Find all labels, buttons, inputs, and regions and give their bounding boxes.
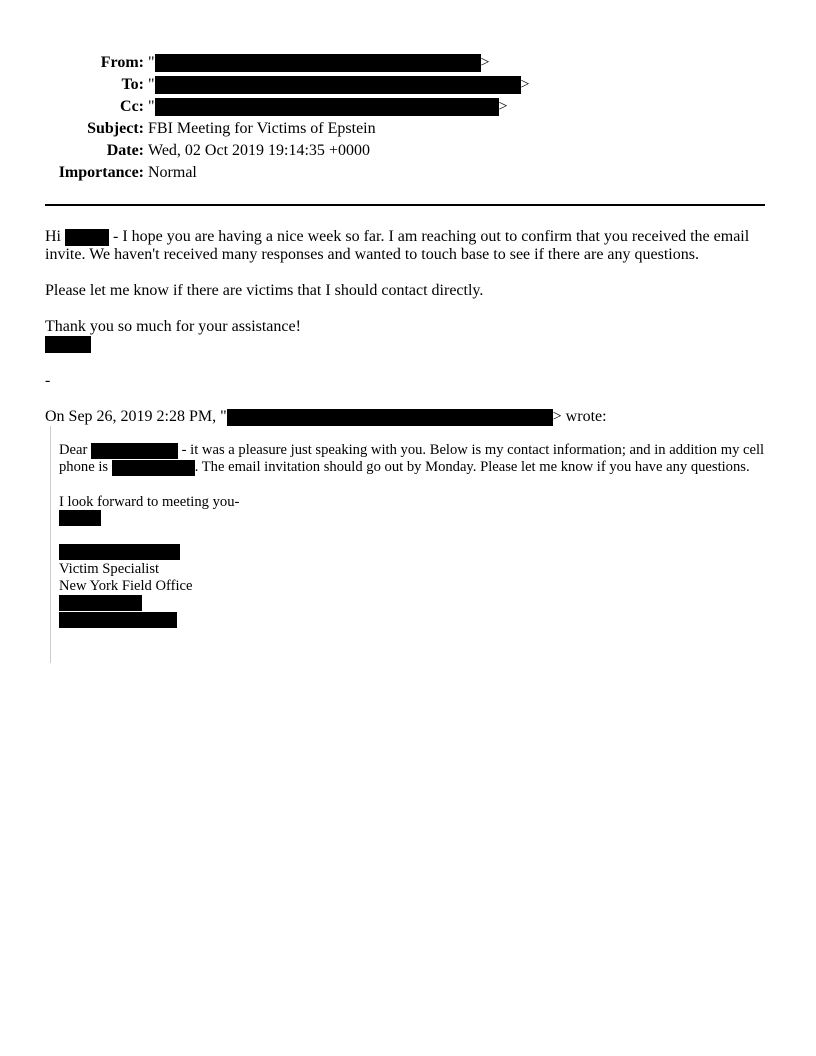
quoted-paragraph-1 xyxy=(59,442,775,476)
header-divider xyxy=(45,204,765,206)
from-quote: " xyxy=(148,54,155,71)
reply-attribution xyxy=(45,408,765,426)
from-redaction xyxy=(155,54,481,72)
reply-suffix: > wrote: xyxy=(552,408,607,425)
paragraph-1-text: - I hope you are having a nice week so far. I am reaching out to confirm that you received the email invite. We haven't received many responses and wanted to touch base to see if there are any questions. xyxy=(45,228,750,263)
quote-border xyxy=(50,426,51,663)
date-label: Date: xyxy=(106,142,144,159)
subject-row xyxy=(0,118,816,140)
cc-redaction xyxy=(155,98,499,116)
sender-signature-redaction xyxy=(45,336,91,353)
to-bracket: > xyxy=(520,76,530,93)
quoted-line1-end: . The email invitation should go out by Monday. Please let me know if you have any questions. xyxy=(194,459,750,475)
cc-value xyxy=(148,96,508,118)
from-label: From: xyxy=(100,54,144,71)
reply-sender-redaction xyxy=(227,409,553,426)
to-row xyxy=(0,74,816,96)
date-row xyxy=(0,140,816,162)
cc-quote: " xyxy=(148,98,155,115)
from-bracket: > xyxy=(480,54,490,71)
specialist-name-redaction xyxy=(59,544,180,560)
cc-row xyxy=(0,96,816,118)
date-value: Wed, 02 Oct 2019 19:14:35 +0000 xyxy=(148,142,370,159)
recipient-name-redaction xyxy=(65,229,109,246)
quoted-signature-redaction xyxy=(59,510,101,526)
greeting: Hi xyxy=(45,228,61,245)
contact-redaction-2 xyxy=(59,612,177,628)
quoted-dear: Dear xyxy=(59,442,88,458)
contact-redaction-1 xyxy=(59,595,142,611)
message-paragraph-2: Please let me know if there are victims that I should contact directly. xyxy=(45,282,484,299)
specialist-title: Victim Specialist xyxy=(59,561,160,577)
separator-dash: - xyxy=(45,372,51,389)
cc-label: Cc: xyxy=(120,98,144,115)
to-quote: " xyxy=(148,76,155,93)
quoted-name-redaction xyxy=(91,443,178,459)
specialist-office: New York Field Office xyxy=(59,578,193,594)
to-redaction xyxy=(155,76,521,94)
cell-phone-redaction xyxy=(112,460,195,476)
importance-row xyxy=(0,162,816,184)
from-value xyxy=(148,52,490,74)
quoted-paragraph-2: I look forward to meeting you- xyxy=(59,494,240,510)
from-row xyxy=(0,52,816,74)
subject-value: FBI Meeting for Victims of Epstein xyxy=(148,120,376,137)
cc-bracket: > xyxy=(498,98,508,115)
subject-label: Subject: xyxy=(87,120,144,137)
to-value xyxy=(148,74,530,96)
message-paragraph-1 xyxy=(45,228,765,264)
to-label: To: xyxy=(121,76,144,93)
importance-label: Importance: xyxy=(58,164,144,181)
quoted-line1-text: - it was a pleasure just speaking with you. Below is my contact information; and in addition my cell phone is xyxy=(59,442,765,475)
importance-value: Normal xyxy=(148,164,197,181)
message-paragraph-3: Thank you so much for your assistance! xyxy=(45,318,301,335)
reply-prefix: On Sep 26, 2019 2:28 PM, " xyxy=(45,408,227,425)
